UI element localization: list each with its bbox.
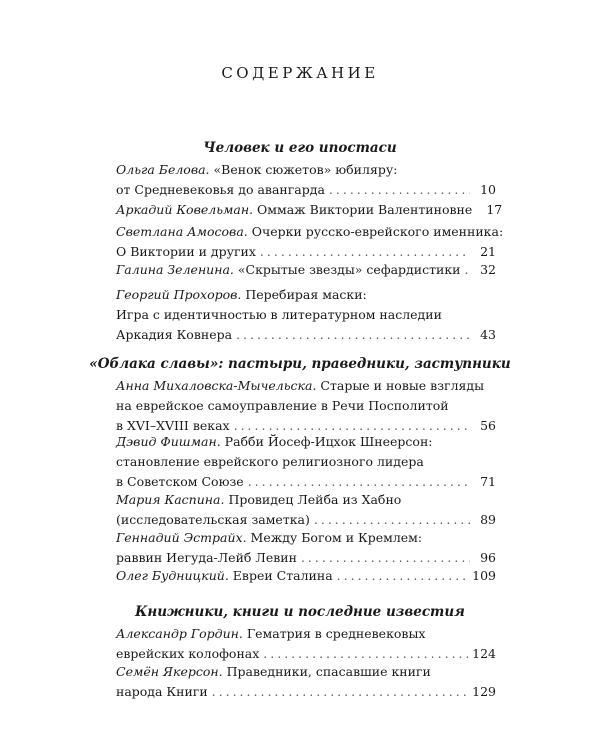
- entry-title-line: Евреи Сталина: [232, 568, 333, 583]
- leader-dots: [248, 472, 470, 492]
- page-number: 109: [472, 568, 496, 583]
- entry-title-line: Игра с идентичностью в литературном наследии: [116, 307, 442, 322]
- toc-entry[interactable]: [116, 490, 496, 530]
- page-number: 129: [472, 684, 496, 699]
- entry-author: Ольга Белова.: [116, 162, 210, 177]
- entry-author: Олег Будницкий.: [116, 568, 229, 583]
- page-number: 89: [480, 512, 496, 527]
- entry-title-line: «Скрытые звезды» сефардистики: [237, 262, 461, 277]
- entry-author: Анна Михаловска-Мычельска.: [116, 378, 317, 393]
- toc-entry[interactable]: [116, 260, 496, 280]
- entry-title-line: Провидец Лейба из Хабно: [228, 492, 402, 507]
- leader-dots: [464, 260, 470, 280]
- entry-title-line: в Советском Союзе: [116, 474, 244, 489]
- leader-dots: [314, 510, 470, 530]
- entry-author: Дэвид Фишман.: [116, 434, 221, 449]
- entry-author: Александр Гордин.: [116, 626, 243, 641]
- entry-title-line: Аркадия Ковнера: [116, 327, 233, 342]
- entry-title-line: Перебирая маски:: [245, 287, 367, 302]
- entry-title-line: Гематрия в средневековых: [246, 626, 426, 641]
- entry-title-line: народа Книги: [116, 684, 208, 699]
- page-number: 71: [480, 474, 496, 489]
- entry-title-line: Рабби Йосеф-Ицхок Шнеерсон:: [224, 434, 433, 449]
- section-heading: «Облака славы»: пастыри, праведники, заступники: [89, 356, 511, 372]
- entry-title-line: от Средневековья до авангарда: [116, 182, 325, 197]
- toc-entry[interactable]: [116, 432, 496, 492]
- entry-author: Аркадий Ковельман.: [116, 202, 254, 217]
- toc-entry[interactable]: [116, 160, 496, 200]
- entry-title-line: на еврейское самоуправление в Речи Посполитой: [116, 398, 449, 413]
- entry-author: Геннадий Эстрайх.: [116, 530, 247, 545]
- page-title: СОДЕРЖАНИЕ: [221, 64, 379, 82]
- entry-title-line: Старые и новые взгляды: [320, 378, 485, 393]
- leader-dots: [260, 242, 470, 262]
- page-number: 17: [486, 202, 503, 217]
- leader-dots: [212, 682, 468, 702]
- toc-entry[interactable]: [116, 200, 503, 220]
- entry-title-line: Очерки русско-еврейского именника:: [251, 224, 504, 239]
- entry-title-line: «Венок сюжетов» юбиляру:: [213, 162, 398, 177]
- toc-entry[interactable]: [116, 285, 496, 345]
- entry-title-line: Праведники, спасавшие книги: [226, 664, 431, 679]
- entry-author: Георгий Прохоров.: [116, 287, 242, 302]
- entry-title-line: становление еврейского религиозного лидера: [116, 454, 424, 469]
- leader-dots: [236, 325, 470, 345]
- section-heading: Книжники, книги и последние известия: [135, 604, 465, 620]
- entry-title-line: (исследовательская заметка): [116, 512, 310, 527]
- page-number: 21: [480, 244, 496, 259]
- page-number: 10: [480, 182, 496, 197]
- page-number: 32: [480, 262, 496, 277]
- section-heading: Человек и его ипостаси: [203, 140, 397, 156]
- toc-entry[interactable]: [116, 376, 496, 436]
- toc-entry[interactable]: [116, 222, 504, 262]
- entry-author: Семён Якерсон.: [116, 664, 223, 679]
- entry-title-line: раввин Иегуда-Лейб Левин: [116, 550, 297, 565]
- toc-entry[interactable]: [116, 566, 496, 586]
- leader-dots: [263, 644, 468, 664]
- entry-author: Мария Каспина.: [116, 492, 225, 507]
- leader-dots: [301, 548, 470, 568]
- page-number: 96: [480, 550, 496, 565]
- entry-author: Галина Зеленина.: [116, 262, 234, 277]
- toc-entry[interactable]: [116, 528, 496, 568]
- toc-entry[interactable]: [116, 662, 496, 702]
- page-number: 43: [480, 327, 496, 342]
- entry-title-line: в XVI–XVIII веках: [116, 418, 230, 433]
- entry-author: Светлана Амосова.: [116, 224, 248, 239]
- toc-entry[interactable]: [116, 624, 496, 664]
- leader-dots: [329, 180, 470, 200]
- page-number: 56: [480, 418, 496, 433]
- leader-dots: [337, 566, 468, 586]
- entry-title-line: О Виктории и других: [116, 244, 256, 259]
- entry-title-line: Оммаж Виктории Валентиновне: [257, 202, 473, 217]
- entry-title-line: еврейских колофонах: [116, 646, 260, 661]
- page-number: 124: [472, 646, 496, 661]
- entry-title-line: Между Богом и Кремлем:: [250, 530, 423, 545]
